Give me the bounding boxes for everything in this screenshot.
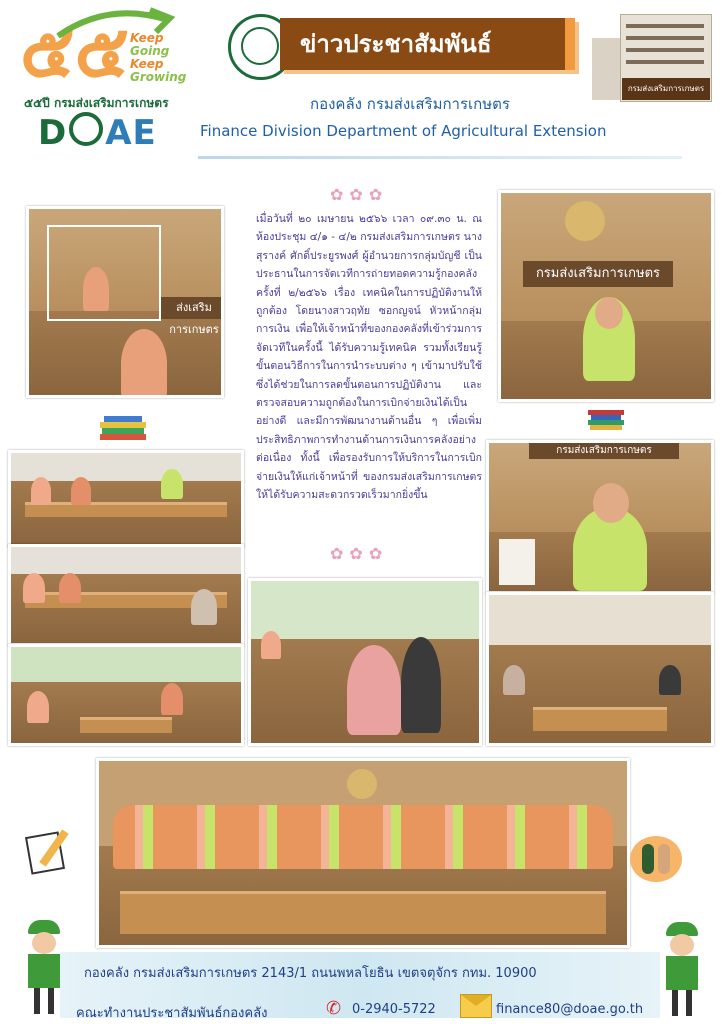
photo-chairperson-speaking	[486, 440, 714, 594]
footer-team: คณะทำงานประชาสัมพันธ์กองคลัง	[76, 1006, 268, 1021]
photo-audience-center	[248, 578, 482, 746]
footer-email[interactable]: finance80@doae.go.th	[496, 1002, 644, 1017]
photo-sign: ส่งเสริมการเกษตร	[159, 297, 224, 319]
farmer-mascot-right-icon	[660, 922, 704, 1018]
subtitle-th: กองคลัง กรมส่งเสริมการเกษตร	[310, 95, 510, 113]
doae-leaf-icon	[69, 112, 103, 146]
books-stack-icon	[588, 410, 624, 432]
notepad-icon	[28, 828, 72, 872]
flower-decor-top: ✿✿✿	[330, 185, 389, 204]
couple-cartoon-icon	[630, 836, 682, 882]
photo-room-wide	[486, 592, 714, 746]
building-illustration	[592, 14, 712, 106]
photo-chairperson	[498, 190, 714, 402]
anniversary-caption: ๕๕ปี กรมส่งเสริมการเกษตร	[24, 96, 169, 110]
books-icon	[100, 416, 146, 440]
phone-icon: ✆	[326, 998, 342, 1019]
seal-emblem-icon	[241, 27, 279, 65]
building-sign: กรมส่งเสริมการเกษตร	[622, 78, 710, 100]
tagline-going: Going	[130, 44, 170, 58]
title-banner	[280, 18, 575, 70]
photo-audience-2	[8, 544, 244, 646]
photo-group	[96, 758, 630, 948]
photo-presenter-closeup	[26, 206, 224, 398]
subtitle-en: Finance Division Department of Agricultural Extension	[200, 122, 607, 140]
flower-decor-bottom: ✿✿✿	[330, 544, 389, 563]
banner-title: ข่าวประชาสัมพันธ์	[300, 30, 492, 58]
footer-phone: 0-2940-5722	[352, 1002, 436, 1017]
doae-logo: D AE	[38, 113, 157, 153]
photo-sign-right: กรมส่งเสริมการเกษตร	[523, 261, 673, 287]
anniversary-logo	[18, 6, 188, 98]
photo-audience-3	[8, 644, 244, 746]
photo-seal-icon	[565, 201, 605, 241]
footer-address: กองคลัง กรมส่งเสริมการเกษตร 2143/1 ถนนพหลโยธิน เขตจตุจักร กทม. 10900	[84, 966, 537, 981]
tagline-keep-1: Keep	[130, 31, 164, 45]
tagline-growing: Growing	[130, 70, 187, 84]
header-divider	[198, 156, 682, 159]
email-icon	[460, 994, 492, 1018]
tagline-keep-2: Keep	[130, 57, 164, 71]
svg-text:๕๕: ๕๕	[20, 9, 129, 93]
article-body: เมื่อวันที่ ๒๐ เมษายน ๒๕๖๖ เวลา ๐๙.๓๐ น. ณ ห้องประชุม ๔/๑ - ๔/๒ กรมส่งเสริมการเกษตร นางสุรางค์ ศักดิ์ประยูรพงศ์ ผู้อำนวยการกลุ่มบัญชี เป็นประธานในการจัดเวทีการถ่ายทอดความรู้กองคลัง ครั้งที่ ๒/๒๕๖๖ เรื่อง เทคนิคในการปฏิบัติงานให้ถูกต้อง โดยนางสาวฤทัย ซอกญจน์ หัวหน้ากลุ่มการเงิน เพื่อให้เจ้าหน้าที่ของกองคลังที่เข้าร่วมการจัดเวทีในครั้งนี้ ได้รับความรู้เทคนิค รวมทั้งเรียนรู้ขั้นตอนวิธีการในการนำระบบต่าง ๆ เข้ามาปรับใช้ ซึ่งได้ช่วยในการลดขั้นตอนการปฏิบัติงาน และตรวจสอบความถูกต้องในการเบิกจ่ายเงินได้เป็นอย่างดี และมีการพัฒนางานด้านอื่น ๆ เพื่อเพิ่มประสิทธิภาพการทำงานด้านการเงินการคลังอย่างต่อเนื่อง ทั้งนี้ เพื่อรองรับการให้บริการในการเบิกจ่ายเงินให้แก่เจ้าหน้าที่ ของกรมส่งเสริมการเกษตรให้ได้รับความสะดวกรวดเร็วมากยิ่งขึ้น	[256, 213, 482, 502]
photo-sign-mid: กรมส่งเสริมการเกษตร	[529, 443, 679, 459]
group-seal-icon	[347, 769, 377, 799]
photo-audience-1	[8, 450, 244, 548]
